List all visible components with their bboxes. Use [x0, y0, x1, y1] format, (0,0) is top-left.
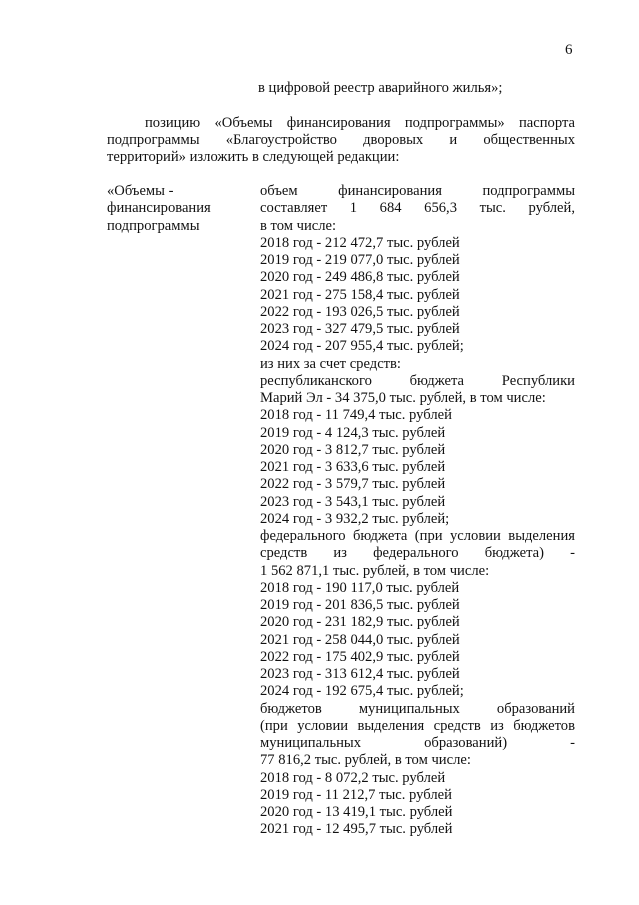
- funding-line: (при условии выделения средств из бюджетов: [260, 717, 575, 734]
- funding-line: 77 816,2 тыс. рублей, в том числе:: [260, 752, 471, 769]
- funding-line: 2024 год - 192 675,4 тыс. рублей;: [260, 683, 464, 700]
- funding-line: 2018 год - 11 749,4 тыс. рублей: [260, 407, 452, 424]
- funding-line: 2021 год - 258 044,0 тыс. рублей: [260, 631, 460, 648]
- table-right-cell: [260, 183, 575, 839]
- funding-line: Марий Эл - 34 375,0 тыс. рублей, в том числе:: [260, 390, 546, 406]
- funding-line: 2022 год - 193 026,5 тыс. рублей: [260, 303, 460, 320]
- funding-line: 2019 год - 201 836,5 тыс. рублей: [260, 597, 460, 613]
- funding-line: 2020 год - 13 419,1 тыс. рублей: [260, 804, 453, 820]
- funding-line: 2018 год - 212 472,7 тыс. рублей: [260, 234, 460, 251]
- funding-line: муниципальных образований) -: [260, 735, 575, 751]
- funding-line: 2020 год - 231 182,9 тыс. рублей: [260, 614, 460, 631]
- funding-line: 2023 год - 327 479,5 тыс. рублей: [260, 321, 460, 337]
- funding-line: 2023 год - 3 543,1 тыс. рублей: [260, 493, 446, 510]
- funding-line: объем финансирования подпрограммы: [260, 183, 575, 199]
- funding-line: 2024 год - 207 955,4 тыс. рублей;: [260, 338, 464, 355]
- left-cell-text-2: финансирования: [107, 200, 211, 217]
- funding-line: в том числе:: [260, 217, 337, 234]
- funding-line: средств из федерального бюджета) -: [260, 545, 575, 562]
- funding-line: составляет 1 684 656,3 тыс. рублей,: [260, 200, 575, 217]
- left-cell-text-3: подпрограммы: [107, 217, 200, 234]
- funding-line: федерального бюджета (при условии выделения: [260, 528, 575, 544]
- funding-line: 2022 год - 3 579,7 тыс. рублей: [260, 476, 446, 493]
- funding-line: бюджетов муниципальных образований: [260, 700, 575, 717]
- funding-line: 2019 год - 4 124,3 тыс. рублей: [260, 424, 446, 441]
- funding-line: 2022 год - 175 402,9 тыс. рублей: [260, 648, 460, 665]
- funding-line: республиканского бюджета Республики: [260, 372, 575, 389]
- funding-line: 1 562 871,1 тыс. рублей, в том числе:: [260, 562, 490, 579]
- funding-line: 2020 год - 249 486,8 тыс. рублей: [260, 269, 460, 286]
- funding-line: 2024 год - 3 932,2 тыс. рублей;: [260, 510, 450, 527]
- funding-line: 2018 год - 190 117,0 тыс. рублей: [260, 579, 460, 596]
- funding-line: 2019 год - 219 077,0 тыс. рублей: [260, 252, 460, 268]
- funding-line: 2021 год - 3 633,6 тыс. рублей: [260, 459, 446, 475]
- left-cell-text-1: «Объемы: [107, 183, 165, 199]
- funding-line: 2023 год - 313 612,4 тыс. рублей: [260, 666, 460, 682]
- funding-line: 2018 год - 8 072,2 тыс. рублей: [260, 769, 446, 786]
- table-left-cell: [107, 183, 247, 235]
- left-cell-dash: -: [168, 183, 174, 199]
- intro-line-2: позицию «Объемы финансирования подпрограммы» паспорта: [145, 115, 575, 131]
- funding-line: 2019 год - 11 212,7 тыс. рублей: [260, 786, 452, 803]
- intro-line-1: в цифровой реестр аварийного жилья»;: [258, 80, 503, 96]
- funding-line: 2020 год - 3 812,7 тыс. рублей: [260, 441, 446, 458]
- left-cell-first-line: [107, 183, 247, 200]
- funding-line: 2021 год - 275 158,4 тыс. рублей: [260, 286, 460, 303]
- intro-line-4: территорий» изложить в следующей редакции:: [107, 149, 400, 165]
- page-number: 6: [565, 42, 573, 58]
- funding-line: из них за счет средств:: [260, 355, 401, 372]
- intro-line-3: подпрограммы «Благоустройство дворовых и общественных: [107, 132, 575, 148]
- funding-line: 2021 год - 12 495,7 тыс. рублей: [260, 821, 453, 838]
